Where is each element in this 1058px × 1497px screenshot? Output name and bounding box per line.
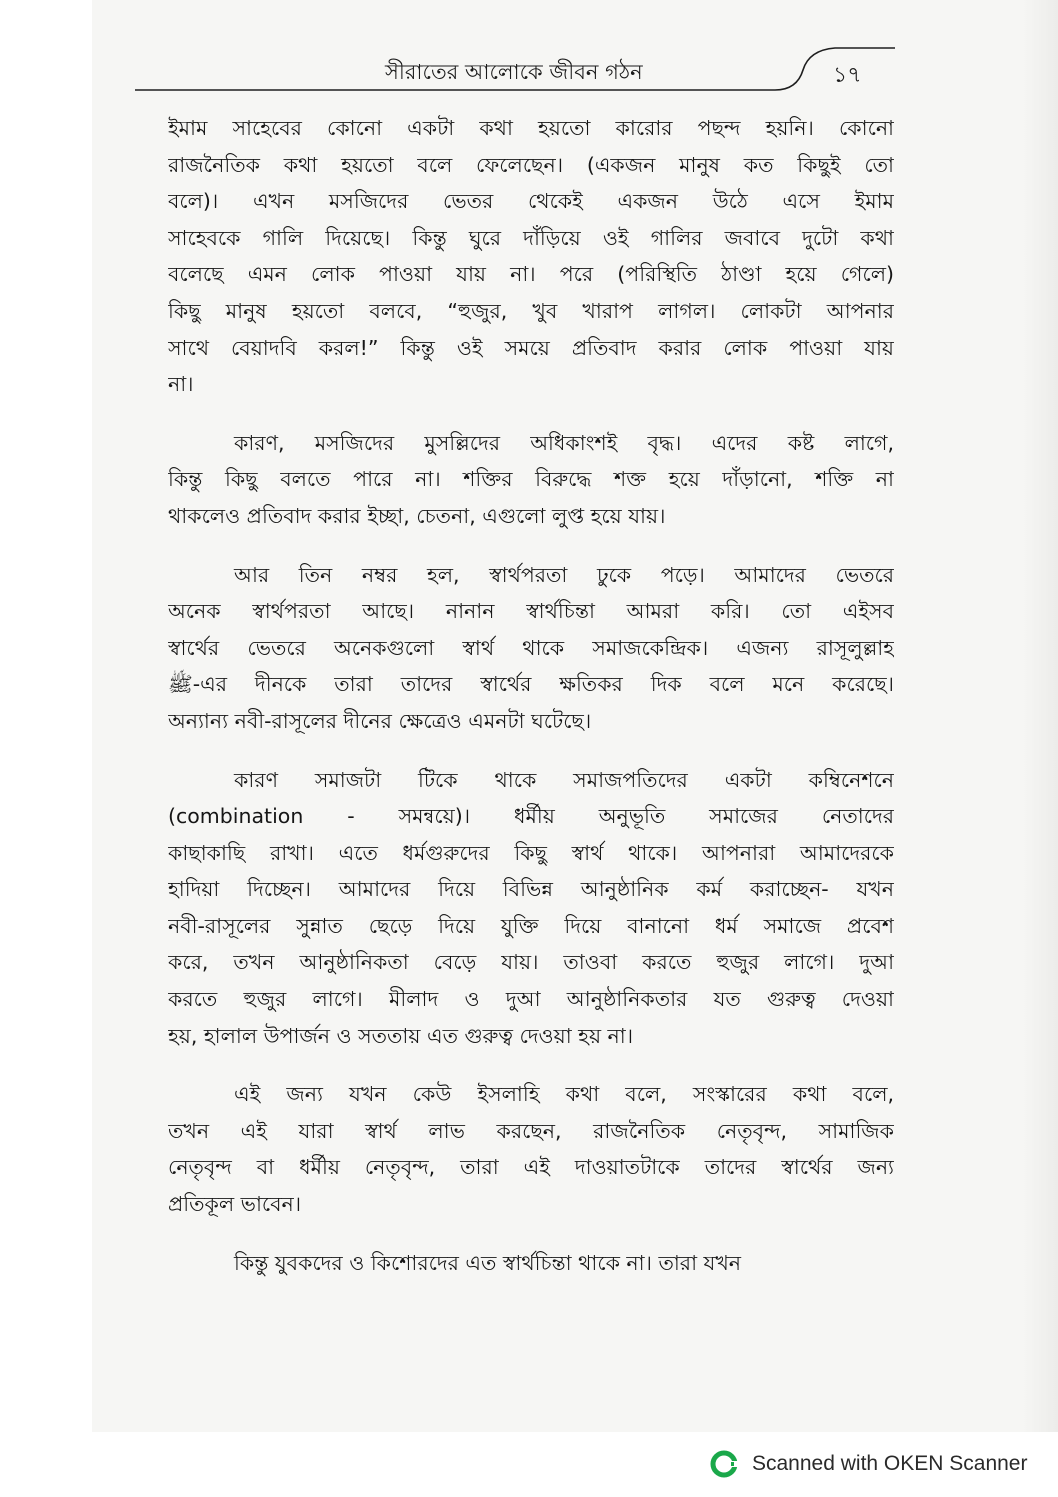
- text-line: কারণ সমাজটা টিকে থাকে সমাজপতিদের একটা কম্বিনেশনে: [234, 767, 894, 792]
- scanner-watermark: [710, 1447, 1027, 1481]
- text-line: স্বার্থের ভেতরে অনেকগুলো স্বার্থ থাকে সমাজকেন্দ্রিক। এজন্য রাসূলুল্লাহ: [168, 635, 894, 660]
- text-line: কিছু মানুষ হয়তো বলবে, “হুজুর, খুব খারাপ লাগল। লোকটা আপনার: [168, 298, 894, 323]
- text-line: করে, তখন আনুষ্ঠানিকতা বেড়ে যায়। তাওবা করতে হুজুর লাগে। দুআ: [168, 950, 894, 975]
- text-line: নবী-রাসূলের সুন্নাত ছেড়ে দিয়ে যুক্তি দিয়ে বানানো ধর্ম সমাজে প্রবেশ: [168, 913, 894, 938]
- page-edge: [1022, 0, 1058, 1432]
- text-line: কিন্তু যুবকদের ও কিশোরদের এত স্বার্থচিন্তা থাকে না। তারা যখন: [234, 1250, 742, 1275]
- text-line: (combination - সমন্বয়ে)। ধর্মীয় অনুভূতি সমাজের নেতাদের: [168, 804, 894, 829]
- header-title: সীরাতের আলোকে জীবন গঠন: [385, 60, 643, 84]
- paragraph: [168, 1245, 894, 1282]
- text-line: ﷺ-এর দীনকে তারা তাদের স্বার্থের ক্ষতিকর দিক বলে মনে করেছে।: [168, 672, 894, 697]
- text-line: অন্যান্য নবী-রাসূলের দীনের ক্ষেত্রেও এমনটা ঘটেছে।: [168, 708, 592, 733]
- oken-scanner-logo-icon: [710, 1450, 738, 1478]
- text-line: ইমাম সাহেবের কোনো একটা কথা হয়তো কারোর পছন্দ হয়নি। কোনো: [168, 116, 894, 140]
- text-line: সাহেবকে গালি দিয়েছে। কিন্তু ঘুরে দাঁড়িয়ে ওই গালির জবাবে দুটো কথা: [168, 225, 894, 250]
- text-line: প্রতিকূল ভাবেন।: [168, 1192, 302, 1217]
- text-line: রাজনৈতিক কথা হয়তো বলে ফেলেছেন। (একজন মানুষ কত কিছুই তো: [168, 152, 894, 177]
- paragraph: [168, 425, 894, 535]
- text-line: বলে)। এখন মসজিদের ভেতর থেকেই একজন উঠে এসে ইমাম: [168, 189, 894, 214]
- paragraph: [168, 110, 894, 403]
- text-line: বলেছে এমন লোক পাওয়া যায় না। পরে (পরিস্থিতি ঠাণ্ডা হয়ে গেলে): [168, 262, 894, 287]
- body-text: [168, 110, 894, 1303]
- page-number: ১৭: [833, 63, 862, 88]
- text-line: না।: [168, 372, 194, 397]
- text-line: তখন এই যারা স্বার্থ লাভ করছেন, রাজনৈতিক নেতৃবৃন্দ, সামাজিক: [168, 1118, 894, 1143]
- text-line: নেতৃবৃন্দ বা ধর্মীয় নেতৃবৃন্দ, তারা এই দাওয়াতটাকে তাদের স্বার্থের জন্য: [168, 1155, 894, 1180]
- text-line: হয়, হালাল উপার্জন ও সততায় এত গুরুত্ব দেওয়া হয় না।: [168, 1023, 634, 1048]
- text-line: কিন্তু কিছু বলতে পারে না। শক্তির বিরুদ্ধে শক্ত হয়ে দাঁড়ানো, শক্তি না: [168, 467, 894, 492]
- text-line: থাকলেও প্রতিবাদ করার ইচ্ছা, চেতনা, এগুলো লুপ্ত হয়ে যায়।: [168, 503, 666, 528]
- text-line: হাদিয়া দিচ্ছেন। আমাদের দিয়ে বিভিন্ন আনুষ্ঠানিক কর্ম করাচ্ছেন- যখন: [168, 877, 894, 902]
- paragraph: [168, 1076, 894, 1222]
- text-line: করতে হুজুর লাগে। মীলাদ ও দুআ আনুষ্ঠানিকতার যত গুরুত্ব দেওয়া: [168, 987, 894, 1012]
- text-line: সাথে বেয়াদবি করল!” কিন্তু ওই সময়ে প্রতিবাদ করার লোক পাওয়া যায়: [168, 335, 894, 360]
- text-line: এই জন্য যখন কেউ ইসলাহি কথা বলে, সংস্কারের কথা বলে,: [234, 1082, 894, 1107]
- paragraph: [168, 762, 894, 1055]
- text-line: আর তিন নম্বর হল, স্বার্থপরতা ঢুকে পড়ে। আমাদের ভেতরে: [234, 562, 894, 587]
- scanner-label: Scanned with OKEN Scanner: [752, 1452, 1028, 1475]
- text-line: অনেক স্বার্থপরতা আছে। নানান স্বার্থচিন্তা আমরা করি। তো এইসব: [168, 599, 894, 624]
- text-line: কাছাকাছি রাখা। এতে ধর্মগুরুদের কিছু স্বার্থ থাকে। আপনারা আমাদেরকে: [168, 840, 894, 865]
- running-header: [135, 40, 895, 96]
- text-line: কারণ, মসজিদের মুসল্লিদের অধিকাংশই বৃদ্ধ। এদের কষ্ট লাগে,: [234, 430, 894, 455]
- paragraph: [168, 557, 894, 740]
